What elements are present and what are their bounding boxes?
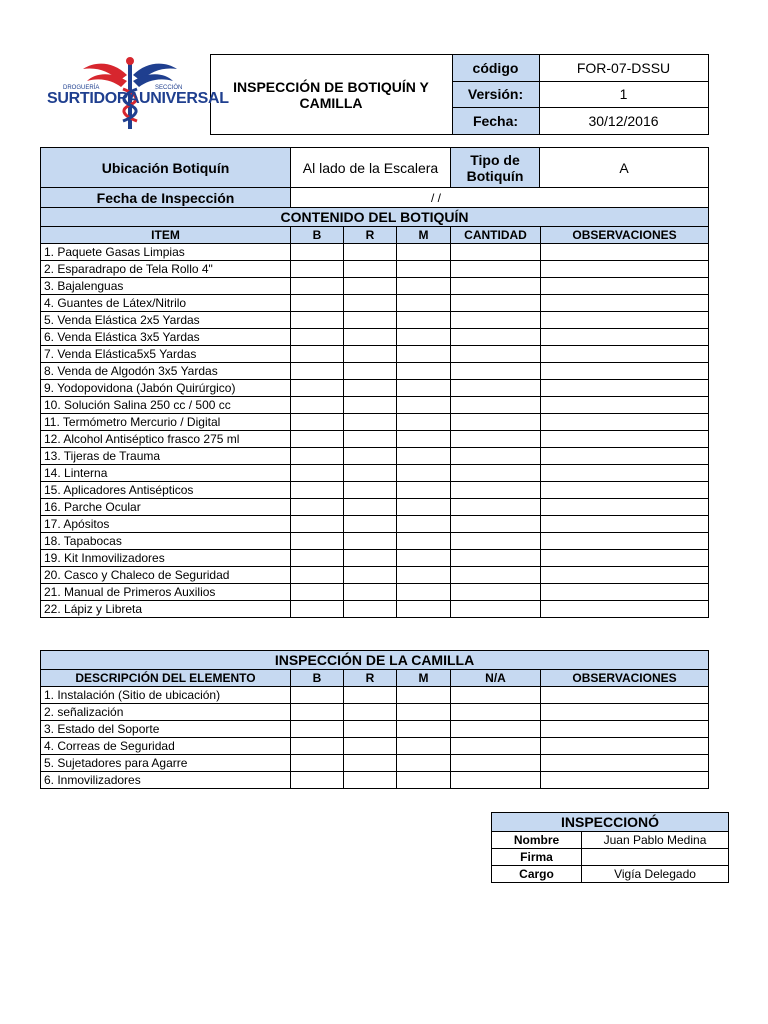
item-label: 1. Instalación (Sitio de ubicación) (41, 687, 291, 704)
entry-cell[interactable] (541, 431, 709, 448)
entry-cell[interactable] (451, 278, 541, 295)
entry-cell[interactable] (291, 244, 344, 261)
table-row (41, 431, 709, 448)
entry-cell[interactable] (397, 772, 451, 789)
entry-cell[interactable] (451, 601, 541, 618)
entry-cell[interactable] (291, 704, 344, 721)
entry-cell[interactable] (397, 584, 451, 601)
entry-cell[interactable] (397, 482, 451, 499)
fecha-inspeccion-field[interactable]: / / (291, 188, 709, 208)
entry-cell[interactable] (541, 244, 709, 261)
entry-cell[interactable] (397, 295, 451, 312)
entry-cell[interactable] (344, 295, 397, 312)
entry-cell[interactable] (397, 431, 451, 448)
logo-text-seccion: SECCIÓN (155, 84, 183, 91)
entry-cell[interactable] (541, 465, 709, 482)
logo-text-surtidora: SURTIDORA (47, 89, 140, 107)
table-row (41, 261, 709, 278)
column-header: OBSERVACIONES (541, 670, 709, 687)
item-label: 6. Venda Elástica 3x5 Yardas (41, 329, 291, 346)
entry-cell[interactable] (397, 414, 451, 431)
entry-cell[interactable] (344, 601, 397, 618)
item-label: 14. Linterna (41, 465, 291, 482)
codigo-label: código (452, 55, 539, 82)
table-row (41, 550, 709, 567)
entry-cell[interactable] (397, 346, 451, 363)
logo-text-drogueria: DROGUERÍA (63, 84, 100, 91)
item-label: 17. Apósitos (41, 516, 291, 533)
table-row (41, 704, 709, 721)
entry-cell[interactable] (291, 755, 344, 772)
cargo-label: Cargo (492, 866, 582, 883)
entry-cell[interactable] (397, 704, 451, 721)
entry-cell[interactable] (397, 465, 451, 482)
signature-block (491, 812, 729, 883)
entry-cell[interactable] (397, 567, 451, 584)
entry-cell[interactable] (451, 431, 541, 448)
item-label: 5. Sujetadores para Agarre (41, 755, 291, 772)
item-label: 11. Termómetro Mercurio / Digital (41, 414, 291, 431)
entry-cell[interactable] (291, 448, 344, 465)
entry-cell[interactable] (541, 448, 709, 465)
entry-cell[interactable] (451, 329, 541, 346)
item-label: 21. Manual de Primeros Auxilios (41, 584, 291, 601)
entry-cell[interactable] (451, 244, 541, 261)
table-row (41, 533, 709, 550)
item-label: 3. Estado del Soporte (41, 721, 291, 738)
entry-cell[interactable] (451, 295, 541, 312)
table-row (41, 244, 709, 261)
entry-cell[interactable] (344, 380, 397, 397)
table-row (41, 278, 709, 295)
entry-cell[interactable] (451, 772, 541, 789)
item-label: 1. Paquete Gasas Limpias (41, 244, 291, 261)
entry-cell[interactable] (397, 550, 451, 567)
entry-cell[interactable] (344, 721, 397, 738)
entry-cell[interactable] (451, 482, 541, 499)
entry-cell[interactable] (291, 414, 344, 431)
item-label: 2. señalización (41, 704, 291, 721)
entry-cell[interactable] (291, 499, 344, 516)
entry-cell[interactable] (451, 312, 541, 329)
entry-cell[interactable] (541, 482, 709, 499)
table-row (41, 414, 709, 431)
entry-cell[interactable] (344, 755, 397, 772)
entry-cell[interactable] (451, 499, 541, 516)
table-row (41, 295, 709, 312)
document-header (40, 54, 709, 135)
item-label: 12. Alcohol Antiséptico frasco 275 ml (41, 431, 291, 448)
entry-cell[interactable] (397, 312, 451, 329)
camilla-section-title: INSPECCIÓN DE LA CAMILLA (41, 651, 709, 670)
entry-cell[interactable] (291, 721, 344, 738)
entry-cell[interactable] (451, 738, 541, 755)
entry-cell[interactable] (397, 533, 451, 550)
entry-cell[interactable] (291, 567, 344, 584)
table-row (41, 567, 709, 584)
entry-cell[interactable] (344, 584, 397, 601)
firma-value[interactable] (582, 849, 729, 866)
entry-cell[interactable] (397, 244, 451, 261)
table-row (41, 448, 709, 465)
entry-cell[interactable] (541, 601, 709, 618)
entry-cell[interactable] (291, 397, 344, 414)
entry-cell[interactable] (451, 687, 541, 704)
entry-cell[interactable] (397, 499, 451, 516)
table-row (41, 465, 709, 482)
fecha-label: Fecha: (452, 108, 539, 135)
column-header: CANTIDAD (451, 227, 541, 244)
entry-cell[interactable] (541, 772, 709, 789)
entry-cell[interactable] (451, 755, 541, 772)
entry-cell[interactable] (451, 465, 541, 482)
table-row (41, 687, 709, 704)
item-label: 9. Yodopovidona (Jabón Quirúrgico) (41, 380, 291, 397)
column-header: R (344, 227, 397, 244)
item-label: 7. Venda Elástica5x5 Yardas (41, 346, 291, 363)
item-label: 16. Parche Ocular (41, 499, 291, 516)
entry-cell[interactable] (541, 312, 709, 329)
entry-cell[interactable] (344, 516, 397, 533)
table-row (41, 346, 709, 363)
version-label: Versión: (452, 81, 539, 108)
entry-cell[interactable] (291, 601, 344, 618)
entry-cell[interactable] (397, 278, 451, 295)
entry-cell[interactable] (451, 414, 541, 431)
item-label: 6. Inmovilizadores (41, 772, 291, 789)
entry-cell[interactable] (344, 550, 397, 567)
entry-cell[interactable] (451, 397, 541, 414)
entry-cell[interactable] (291, 363, 344, 380)
entry-cell[interactable] (451, 261, 541, 278)
table-row (41, 363, 709, 380)
entry-cell[interactable] (344, 687, 397, 704)
entry-cell[interactable] (291, 772, 344, 789)
entry-cell[interactable] (541, 261, 709, 278)
entry-cell[interactable] (397, 601, 451, 618)
item-label: 3. Bajalenguas (41, 278, 291, 295)
table-row (41, 721, 709, 738)
table-row (41, 601, 709, 618)
entry-cell[interactable] (291, 482, 344, 499)
entry-cell[interactable] (344, 397, 397, 414)
item-label: 2. Esparadrapo de Tela Rollo 4" (41, 261, 291, 278)
item-label: 10. Solución Salina 250 cc / 500 cc (41, 397, 291, 414)
botiquin-table (40, 207, 709, 618)
item-label: 13. Tijeras de Trauma (41, 448, 291, 465)
entry-cell[interactable] (291, 516, 344, 533)
entry-cell[interactable] (397, 516, 451, 533)
entry-cell[interactable] (344, 414, 397, 431)
tipo-value: A (540, 148, 709, 188)
entry-cell[interactable] (541, 550, 709, 567)
entry-cell[interactable] (291, 431, 344, 448)
table-row (41, 772, 709, 789)
entry-cell[interactable] (291, 380, 344, 397)
item-label: 22. Lápiz y Libreta (41, 601, 291, 618)
entry-cell[interactable] (344, 346, 397, 363)
tipo-label: Tipo de Botiquín (451, 148, 540, 188)
entry-cell[interactable] (541, 278, 709, 295)
entry-cell[interactable] (541, 380, 709, 397)
entry-cell[interactable] (291, 550, 344, 567)
table-row (41, 482, 709, 499)
entry-cell[interactable] (291, 584, 344, 601)
entry-cell[interactable] (397, 380, 451, 397)
item-label: 4. Guantes de Látex/Nitrilo (41, 295, 291, 312)
entry-cell[interactable] (541, 755, 709, 772)
entry-cell[interactable] (451, 550, 541, 567)
entry-cell[interactable] (451, 584, 541, 601)
entry-cell[interactable] (397, 687, 451, 704)
item-label: 5. Venda Elástica 2x5 Yardas (41, 312, 291, 329)
entry-cell[interactable] (291, 261, 344, 278)
entry-cell[interactable] (344, 465, 397, 482)
entry-cell[interactable] (397, 448, 451, 465)
entry-cell[interactable] (541, 346, 709, 363)
table-row (41, 584, 709, 601)
table-row (41, 397, 709, 414)
entry-cell[interactable] (344, 431, 397, 448)
logo-cell (40, 55, 229, 135)
column-header: B (291, 227, 344, 244)
entry-cell[interactable] (344, 499, 397, 516)
signature-title: INSPECCIONÓ (492, 813, 729, 832)
entry-cell[interactable] (397, 738, 451, 755)
entry-cell[interactable] (291, 533, 344, 550)
entry-cell[interactable] (397, 363, 451, 380)
entry-cell[interactable] (344, 448, 397, 465)
version-value: 1 (539, 81, 708, 108)
entry-cell[interactable] (344, 704, 397, 721)
table-row (41, 755, 709, 772)
item-label: 15. Aplicadores Antisépticos (41, 482, 291, 499)
botiquin-section-title: CONTENIDO DEL BOTIQUÍN (41, 208, 709, 227)
item-label: 20. Casco y Chaleco de Seguridad (41, 567, 291, 584)
entry-cell[interactable] (541, 704, 709, 721)
entry-cell[interactable] (344, 772, 397, 789)
company-logo (43, 55, 229, 135)
entry-cell[interactable] (397, 755, 451, 772)
table-row (41, 329, 709, 346)
entry-cell[interactable] (291, 312, 344, 329)
cargo-value[interactable]: Vigía Delegado (582, 866, 729, 883)
item-label: 18. Tapabocas (41, 533, 291, 550)
fecha-value: 30/12/2016 (539, 108, 708, 135)
entry-cell[interactable] (291, 465, 344, 482)
entry-cell[interactable] (541, 414, 709, 431)
entry-cell[interactable] (344, 738, 397, 755)
entry-cell[interactable] (397, 721, 451, 738)
table-row (41, 312, 709, 329)
entry-cell[interactable] (451, 448, 541, 465)
entry-cell[interactable] (451, 363, 541, 380)
nombre-label: Nombre (492, 832, 582, 849)
entry-cell[interactable] (291, 278, 344, 295)
entry-cell[interactable] (397, 397, 451, 414)
item-label: 4. Correas de Seguridad (41, 738, 291, 755)
camilla-table (40, 650, 709, 789)
entry-cell[interactable] (397, 329, 451, 346)
entry-cell[interactable] (344, 312, 397, 329)
table-row (41, 380, 709, 397)
firma-label: Firma (492, 849, 582, 866)
entry-cell[interactable] (541, 584, 709, 601)
ubicacion-label: Ubicación Botiquín (41, 148, 291, 188)
entry-cell[interactable] (451, 533, 541, 550)
column-header: M (397, 227, 451, 244)
inspection-info (40, 147, 709, 208)
column-header: N/A (451, 670, 541, 687)
logo-text-universal: UNIVERSAL (139, 89, 229, 107)
entry-cell[interactable] (541, 738, 709, 755)
entry-cell[interactable] (541, 567, 709, 584)
column-header: DESCRIPCIÓN DEL ELEMENTO (41, 670, 291, 687)
entry-cell[interactable] (451, 380, 541, 397)
column-header: R (344, 670, 397, 687)
table-row (41, 738, 709, 755)
entry-cell[interactable] (541, 687, 709, 704)
entry-cell[interactable] (451, 346, 541, 363)
entry-cell[interactable] (397, 261, 451, 278)
entry-cell[interactable] (344, 261, 397, 278)
column-header: ITEM (41, 227, 291, 244)
nombre-value[interactable]: Juan Pablo Medina (582, 832, 729, 849)
entry-cell[interactable] (344, 363, 397, 380)
entry-cell[interactable] (344, 329, 397, 346)
entry-cell[interactable] (451, 721, 541, 738)
item-label: 8. Venda de Algodón 3x5 Yardas (41, 363, 291, 380)
codigo-value: FOR-07-DSSU (539, 55, 708, 82)
entry-cell[interactable] (291, 687, 344, 704)
ubicacion-value: Al lado de la Escalera (291, 148, 451, 188)
column-header: OBSERVACIONES (541, 227, 709, 244)
entry-cell[interactable] (451, 567, 541, 584)
entry-cell[interactable] (344, 278, 397, 295)
entry-cell[interactable] (541, 363, 709, 380)
entry-cell[interactable] (291, 329, 344, 346)
document-title: INSPECCIÓN DE BOTIQUÍN Y CAMILLA (210, 55, 452, 135)
column-header: B (291, 670, 344, 687)
entry-cell[interactable] (344, 533, 397, 550)
table-row (41, 499, 709, 516)
entry-cell[interactable] (451, 516, 541, 533)
table-row (41, 516, 709, 533)
entry-cell[interactable] (541, 397, 709, 414)
entry-cell[interactable] (541, 499, 709, 516)
fecha-inspeccion-label: Fecha de Inspección (41, 188, 291, 208)
column-header: M (397, 670, 451, 687)
entry-cell[interactable] (541, 516, 709, 533)
entry-cell[interactable] (541, 295, 709, 312)
entry-cell[interactable] (344, 567, 397, 584)
entry-cell[interactable] (291, 295, 344, 312)
entry-cell[interactable] (541, 533, 709, 550)
item-label: 19. Kit Inmovilizadores (41, 550, 291, 567)
entry-cell[interactable] (291, 346, 344, 363)
entry-cell[interactable] (344, 482, 397, 499)
entry-cell[interactable] (541, 329, 709, 346)
entry-cell[interactable] (344, 244, 397, 261)
entry-cell[interactable] (291, 738, 344, 755)
entry-cell[interactable] (451, 704, 541, 721)
entry-cell[interactable] (541, 721, 709, 738)
